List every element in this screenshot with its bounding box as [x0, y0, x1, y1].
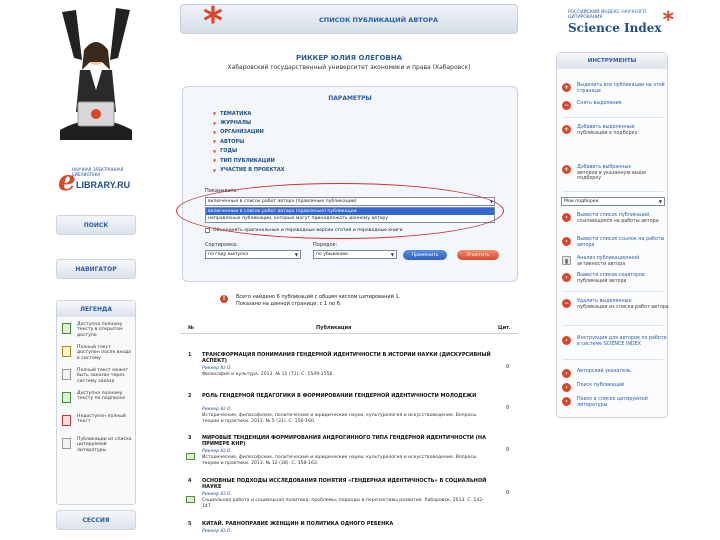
tool-coauthors[interactable]: › Вывести список соавторов публикаций автора [557, 273, 669, 284]
page-header [180, 0, 518, 43]
open-access-icon [62, 323, 71, 334]
legend-item: Недоступен полный текст [57, 414, 132, 432]
elibrary-tagline: НАУЧНАЯ ЭЛЕКТРОННАЯ БИБЛИОТЕКА [72, 167, 124, 177]
login-access-icon [62, 346, 71, 357]
tool-remove-selected[interactable]: − Удалить выделенные публикации из списка работ автора [563, 299, 669, 310]
tools-panel [556, 52, 668, 418]
merge-versions-checkbox[interactable]: Объединять оригинальные и переводные версии статей и переводные книги [205, 228, 495, 233]
minus-icon: − [563, 102, 570, 109]
elibrary-logo[interactable] [58, 164, 138, 197]
navigator-nav-button[interactable]: НАВИГАТОР [56, 259, 136, 279]
pub-author[interactable]: Риккер Ю.О. [202, 366, 233, 371]
collection-select[interactable]: Мои подборки ▼ [561, 197, 665, 206]
chevron-down-icon: ▼ [658, 199, 662, 204]
divider [563, 325, 663, 326]
pub-number: 1 [188, 352, 192, 358]
pub-journal[interactable]: Исторические, философские, политические и юридические науки, культурология и искусствоведение. Вопросы теории и практики. 2013. № 12 (38). С. 158-163. [202, 455, 477, 466]
results-shown: Показано на данной странице: с 1 по 6. [236, 301, 342, 307]
param-authors[interactable]: ▼ АВТОРЫ [213, 137, 285, 146]
pub-author[interactable]: Риккер Ю.О. [202, 449, 233, 454]
tool-select-all[interactable]: + Выделить все публикации на этой странице [563, 83, 665, 94]
pub-title[interactable]: МИРОВЫЕ ТЕНДЕНЦИИ ФОРМИРОВАНИЯ АНДРОГИННОГО ТИПА ГЕНДЕРНОЙ ИДЕНТИЧНОСТИ (НА ПРИМЕРЕ КНР) [202, 435, 486, 448]
asterisk-icon: * [203, 0, 223, 43]
arrow-right-icon: › [562, 237, 571, 246]
arrow-right-icon: › [562, 213, 571, 222]
red-highlight-ellipse [176, 183, 504, 239]
science-index-name: Science Index [568, 21, 662, 35]
info-icon: ! [220, 295, 228, 303]
show-option-selected[interactable]: включенные в список работ автора (правленые) публикации [206, 208, 494, 215]
tools-title: ИНСТРУМЕНТЫ [557, 53, 667, 69]
arrow-right-icon: › [562, 369, 571, 378]
tool-author-index[interactable]: › Авторский указатель [557, 369, 669, 375]
open-access-icon [186, 453, 195, 460]
science-index-tagline: РОССИЙСКИЙ ИНДЕКС НАУЧНОГО ЦИТИРОВАНИЯ [568, 10, 647, 20]
col-number: № [188, 325, 195, 331]
tool-add-to-collection[interactable]: + Добавить выделенные публикации в подборку: [563, 125, 640, 136]
pub-number: 3 [188, 435, 192, 441]
pub-number: 2 [188, 393, 192, 399]
param-years[interactable]: ▼ ГОДЫ [213, 147, 285, 156]
pub-title[interactable]: КИТАЙ. РАВНОПРАВИЕ ЖЕНЩИН И ПОЛИТИКА ОДНОГО РЕБЕНКА [202, 521, 394, 527]
divider [563, 191, 663, 192]
pub-author[interactable]: Риккер Ю.О. [202, 529, 233, 534]
tool-deselect[interactable]: − Снять выделение [563, 101, 622, 109]
pub-citations: 0 [506, 364, 510, 370]
tool-citing-publications[interactable]: › Вывести список публикаций, ссылающихся на работы автора [557, 213, 669, 224]
chevron-down-icon: ▼ [489, 199, 493, 204]
arrow-right-icon: › [562, 383, 571, 392]
legend-panel [56, 300, 136, 505]
chevron-down-icon: ▼ [390, 252, 394, 257]
param-pub-type[interactable]: ▼ ТИП ПУБЛИКАЦИИ [213, 156, 285, 165]
unavailable-icon [62, 415, 71, 426]
pub-citations: 0 [506, 447, 510, 453]
tool-instructions[interactable]: › Инструкция для авторов по работе в системе SCIENCE INDEX [557, 336, 669, 347]
citation-list-icon [62, 438, 71, 449]
param-journals[interactable]: ▼ ЖУРНАЛЫ [213, 118, 285, 127]
author-affiliation: Хабаровский государственный университет экономики и права (Хабаровск) [227, 64, 471, 71]
divider [563, 359, 663, 360]
order-select[interactable]: по убыванию ▼ [313, 250, 397, 259]
tool-search-publications[interactable]: › Поиск публикаций [557, 383, 669, 389]
sort-select[interactable]: по году выпуска ▼ [205, 250, 301, 259]
open-access-icon [186, 496, 195, 503]
tool-add-authors[interactable]: + Добавить выбранных авторов в указанную выше подборку [563, 165, 646, 182]
plus-icon: + [563, 84, 570, 91]
asterisk-icon: * [662, 8, 674, 33]
tool-search-citations[interactable]: › Поиск в списке цитируемой литературы [557, 397, 669, 408]
legend-item: Публикации из списка цитируемой литературы [57, 437, 132, 455]
author-name: РИККЕР ЮЛИЯ ОЛЕГОВНА [295, 54, 403, 62]
table-header [180, 322, 518, 334]
param-projects[interactable]: ▼ УЧАСТИЕ В ПРОЕКТАХ [213, 165, 285, 174]
show-select-value: включенные в список работ автора (правленые публикации) [208, 199, 357, 204]
param-organizations[interactable]: ▼ ОРГАНИЗАЦИИ [213, 128, 285, 137]
legend-item: Доступна полному тексту по подписке [57, 391, 132, 409]
arrow-right-icon: › [562, 397, 571, 406]
pub-title[interactable]: ОСНОВНЫЕ ПОДХОДЫ ИССЛЕДОВАНИЯ ПОНЯТИЯ «ГЕНДЕРНАЯ ИДЕНТИЧНОСТЬ» В СОЦИАЛЬНОЙ НАУКЕ [202, 478, 487, 491]
search-nav-button[interactable]: ПОИСК [56, 215, 136, 235]
plus-icon: + [563, 126, 570, 133]
author-block [180, 54, 518, 71]
col-publication: Публикация [316, 325, 352, 331]
legend-item: Полный текст может быть заказан через систему заказа [57, 368, 132, 386]
sort-label: Сортировка: [205, 242, 238, 248]
pub-title[interactable]: ТРАНСФОРМАЦИЯ ПОНИМАНИЯ ГЕНДЕРНОЙ ИДЕНТИЧНОСТИ В ИСТОРИИ НАУКИ (ДИСКУРСИВНЫЙ АСПЕКТ) [202, 352, 491, 365]
tool-activity-analysis[interactable]: ▮ Анализ публикационной активности автора [557, 256, 669, 267]
student-laptop-illustration [52, 0, 140, 160]
legend-item: Доступна полному тексту в открытом доступе [57, 322, 132, 340]
tool-references-list[interactable]: › Вывести список ссылок на работы автора [557, 237, 669, 248]
legend-title: ЛЕГЕНДА [57, 301, 135, 317]
bar-chart-icon: ▮ [562, 256, 571, 265]
show-label: Показывать: [205, 188, 239, 194]
results-found: Всего найдено 6 публикаций с общим числом цитирований 1. [236, 294, 401, 300]
pub-citations: 0 [506, 405, 510, 411]
subscription-icon [62, 392, 71, 403]
session-nav-button[interactable]: СЕССИЯ [56, 510, 136, 530]
pub-author[interactable]: Риккер Ю.О. [202, 492, 233, 497]
arrow-right-icon: › [562, 336, 571, 345]
checkbox-icon[interactable] [205, 228, 210, 233]
minus-icon: − [563, 300, 570, 307]
reset-button[interactable]: Очистить [457, 250, 499, 260]
pub-journal[interactable]: Философия и культура. 2013. № 11 (71). С. 1549-1556. [202, 372, 334, 377]
divider [563, 117, 663, 118]
pub-number: 4 [188, 478, 192, 484]
science-index-logo[interactable] [568, 10, 678, 44]
col-citations: Цит. [498, 325, 511, 331]
elibrary-name: LIBRARY.RU [76, 180, 131, 190]
pub-title[interactable]: РОЛЬ ГЕНДЕРНОЙ ПЕДАГОГИКИ В ФОРМИРОВАНИИ ГЕНДЕРНОЙ ИДЕНТИЧНОСТИ МОЛОДЕЖИ [202, 393, 477, 399]
arrow-right-icon: › [562, 273, 571, 282]
order-label: Порядок: [313, 242, 338, 248]
plus-icon: + [563, 166, 570, 173]
page-title: СПИСОК ПУБЛИКАЦИЙ АВТОРА [319, 16, 439, 24]
parameters-title: ПАРАМЕТРЫ [328, 95, 372, 102]
pub-author[interactable]: Риккер Ю.О. [202, 407, 233, 412]
pub-citations: 0 [506, 490, 510, 496]
pub-journal[interactable]: Социальная работа и социальная политика: проблемы, подходы и перспективы развития. Хабаровск, 2013. С. 142-147. [202, 498, 484, 509]
elibrary-e-mark: e [58, 164, 76, 197]
pub-number: 5 [188, 521, 192, 527]
order-icon [62, 369, 71, 380]
divider [563, 291, 663, 292]
legend-item: Полный текст доступен после входа в систему [57, 345, 132, 363]
show-option[interactable]: неправленые публикации, которые могут принадлежать данному автору [208, 216, 389, 221]
left-column [52, 0, 140, 540]
apply-button[interactable]: Применить [403, 250, 447, 260]
pub-journal[interactable]: Исторические, философские, политические и юридические науки, культурология и искусствоведение. Вопросы теории и практики. 2013. № 5 (31). С. 156-160. [202, 413, 477, 424]
param-topic[interactable]: ▼ ТЕМАТИКА [213, 109, 285, 118]
parameters-list [213, 109, 285, 175]
chevron-down-icon: ▼ [294, 252, 298, 257]
